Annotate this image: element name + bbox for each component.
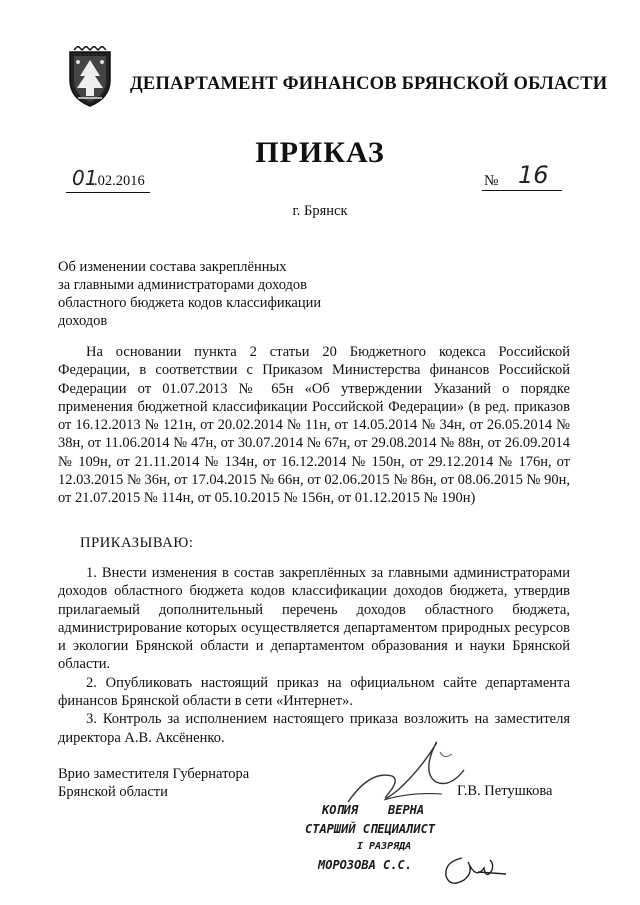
document-type-title: ПРИКАЗ bbox=[255, 136, 385, 169]
bryansk-coat-of-arms-icon bbox=[64, 46, 116, 108]
order-item-1: 1. Внести изменения в состав закреплённых за главными администраторами доходов областного бюджета кодов классификации доходов бюджета, утвердив прилагаемый дополнительный перечень доходов областного бюджета, администрирование которых осуществляется департаментом природных ресурсов и экологии Брянской области и департаментом образования и науки Брянской области. bbox=[58, 565, 570, 673]
city-line: г. Брянск bbox=[292, 203, 348, 219]
stamp-copy-word: КОПИЯ bbox=[322, 803, 359, 817]
position-line: Врио заместителя Губернатора bbox=[58, 766, 250, 782]
legal-basis-paragraph: На основании пункта 2 статьи 20 Бюджетного кодекса Российской Федерации, в соответствии с Приказом Министерства финансов Российской Федерации от 01.07.2013 № 65н «Об утверждении Указаний о порядке применения бюджетной классификации Российской Федерации» (в ред. приказов от 16.12.2013 № 121н, от 20.02.2014 № 11н, от 14.05.2014 № 34н, от 26.05.2014 № 38н, от 11.06.2014 № 47н, от 30.07.2014 № 67н, от 29.08.2014 № 88н, от 26.09.2014 № 109н, от 21.11.2014 № 134н, от 16.12.2014 № 150н, от 29.12.2014 № 176н, от 12.03.2015 № 36н, от 17.04.2015 № 66н, от 02.06.2015 № 86н, от 08.06.2015 № 90н, от 21.07.2015 № 114н, от 05.10.2015 № 156н, от 01.12.2015 № 190н) bbox=[58, 344, 570, 507]
order-item-3: 3. Контроль за исполнением настоящего приказа возложить на заместителя директора А.В. Аксёненко. bbox=[58, 711, 570, 746]
date-day-handwritten: 01 bbox=[72, 166, 98, 190]
signatory-position bbox=[58, 765, 249, 802]
document-subject bbox=[58, 258, 348, 330]
document-number bbox=[482, 161, 562, 191]
stamp-position: СТАРШИЙ СПЕЦИАЛИСТ bbox=[305, 822, 436, 836]
position-line: Брянской области bbox=[58, 784, 168, 801]
signatory-name: Г.В. Петушкова bbox=[457, 783, 553, 799]
date-month-year: .02.2016 bbox=[94, 173, 145, 189]
order-keyword: ПРИКАЗЫВАЮ: bbox=[80, 535, 194, 551]
subject-line: за главными администраторами доходов bbox=[58, 277, 308, 293]
document-date bbox=[66, 168, 150, 193]
subject-line: областного бюджета кодов классификации bbox=[58, 295, 322, 311]
order-items bbox=[58, 564, 570, 747]
stamp-signature bbox=[440, 850, 510, 892]
number-handwritten: 16 bbox=[518, 161, 549, 189]
stamp-true-word: ВЕРНА bbox=[388, 803, 425, 817]
stamp-name: МОРОЗОВА С.С. bbox=[318, 858, 412, 872]
order-item-2: 2. Опубликовать настоящий приказ на официальном сайте департамента финансов Брянской области в сети «Интернет». bbox=[58, 674, 570, 710]
stamp-grade: I РАЗРЯДА bbox=[357, 841, 412, 852]
subject-line: доходов bbox=[58, 313, 108, 329]
subject-line: Об изменении состава закреплённых bbox=[58, 259, 287, 275]
number-sign: № bbox=[484, 173, 499, 189]
department-name: ДЕПАРТАМЕНТ ФИНАНСОВ БРЯНСКОЙ ОБЛАСТИ bbox=[130, 74, 608, 94]
